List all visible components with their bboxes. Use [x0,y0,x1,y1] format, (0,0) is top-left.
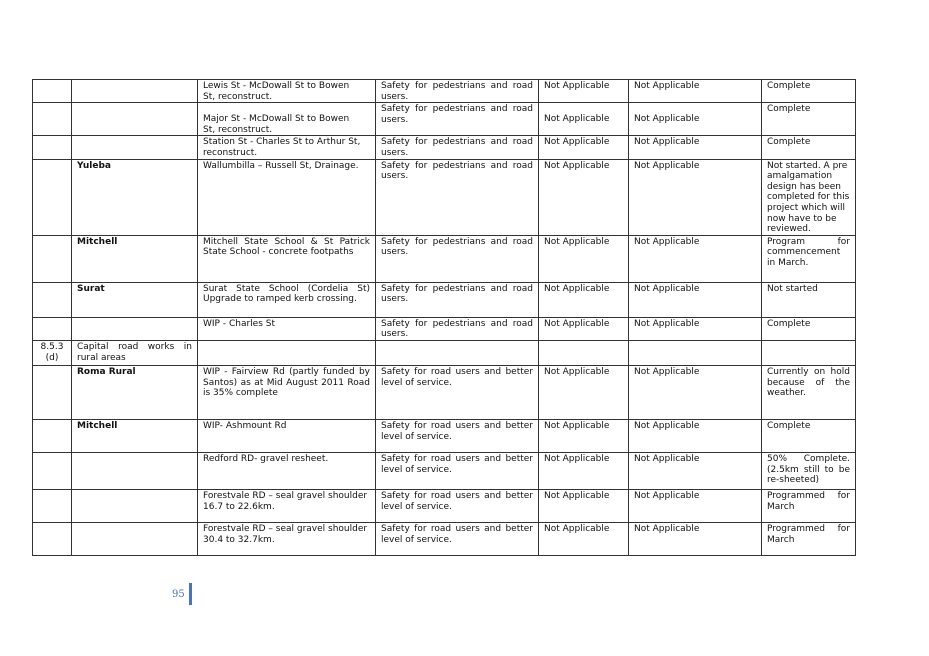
applicability-cell [539,340,629,365]
ref-cell [33,522,72,555]
applicability-cell: Not Applicable [539,317,629,340]
table-row [33,235,856,282]
project-cell: WIP- Ashmount Rd [198,419,376,452]
applicability-cell: Not Applicable [629,419,762,452]
ref-cell [33,452,72,489]
table-row [33,522,856,555]
status-cell: Not started [762,282,856,317]
page-number: 95 [172,589,185,600]
status-cell: Programmed for March [762,522,856,555]
applicability-cell: Not Applicable [539,80,629,103]
project-cell: Station St - Charles St to Arthur St, reconstruct. [198,136,376,159]
table-row [33,282,856,317]
project-cell: WIP - Charles St [198,317,376,340]
ref-cell [33,317,72,340]
project-cell: Wallumbilla – Russell St, Drainage. [198,159,376,235]
area-cell [72,489,198,522]
area-cell [72,522,198,555]
section-title-cell: Capital road works in rural areas [72,340,198,365]
status-cell: Programmed for March [762,489,856,522]
outcome-cell: Safety for road users and better level of service. [376,365,539,419]
outcome-cell: Safety for pedestrians and road users. [376,282,539,317]
table-row [33,489,856,522]
status-cell: Complete [762,419,856,452]
applicability-cell: Not Applicable [629,80,762,103]
status-cell: 50% Complete. (2.5km still to be re-sheeted) [762,452,856,489]
ref-cell [33,489,72,522]
project-cell: Forestvale RD – seal gravel shoulder 16.7 to 22.6km. [198,489,376,522]
ref-cell [33,419,72,452]
table-row [33,317,856,340]
page-number-divider [189,583,192,605]
project-cell: Lewis St - McDowall St to Bowen St, reconstruct. [198,80,376,103]
outcome-cell [376,340,539,365]
ref-cell [33,136,72,159]
applicability-cell: Not Applicable [629,235,762,282]
applicability-cell: Not Applicable [539,103,629,136]
applicability-cell: Not Applicable [539,365,629,419]
outcome-cell: Safety for road users and better level of service. [376,419,539,452]
area-cell [72,317,198,340]
applicability-cell: Not Applicable [629,159,762,235]
status-cell [762,340,856,365]
applicability-cell: Not Applicable [629,103,762,136]
project-cell: Major St - McDowall St to Bowen St, reconstruct. [198,103,376,136]
capital-works-table [32,79,856,556]
area-cell [72,452,198,489]
applicability-cell: Not Applicable [629,452,762,489]
area-cell: Mitchell [72,419,198,452]
applicability-cell: Not Applicable [629,317,762,340]
project-cell: WIP - Fairview Rd (partly funded by Santos) as at Mid August 2011 Road is 35% complete [198,365,376,419]
applicability-cell: Not Applicable [539,159,629,235]
table-row [33,365,856,419]
status-cell: Complete [762,317,856,340]
area-cell: Mitchell [72,235,198,282]
project-cell: Forestvale RD – seal gravel shoulder 30.4 to 32.7km. [198,522,376,555]
area-cell: Yuleba [72,159,198,235]
outcome-cell: Safety for pedestrians and road users. [376,317,539,340]
ref-cell [33,80,72,103]
status-cell: Currently on hold because of the weather. [762,365,856,419]
applicability-cell: Not Applicable [539,136,629,159]
outcome-cell: Safety for pedestrians and road users. [376,159,539,235]
section-row [33,340,856,365]
project-cell: Redford RD- gravel resheet. [198,452,376,489]
status-cell: Complete [762,80,856,103]
area-cell [72,103,198,136]
status-cell: Complete [762,136,856,159]
status-cell: Program for commencement in March. [762,235,856,282]
status-cell: Not started. A pre amalgamation design has been completed for this project which will now have to be reviewed. [762,159,856,235]
ref-cell [33,235,72,282]
project-cell: Surat State School (Cordelia St) Upgrade to ramped kerb crossing. [198,282,376,317]
section-ref-cell: 8.5.3 (d) [33,340,72,365]
table-row [33,80,856,103]
area-cell: Surat [72,282,198,317]
applicability-cell [629,340,762,365]
applicability-cell: Not Applicable [539,282,629,317]
applicability-cell: Not Applicable [539,489,629,522]
outcome-cell: Safety for pedestrians and road users. [376,136,539,159]
applicability-cell: Not Applicable [539,419,629,452]
applicability-cell: Not Applicable [539,235,629,282]
ref-cell [33,365,72,419]
outcome-cell: Safety for road users and better level of service. [376,489,539,522]
outcome-cell: Safety for road users and better level of service. [376,522,539,555]
applicability-cell: Not Applicable [629,522,762,555]
project-cell: Mitchell State School & St Patrick State School - concrete footpaths [198,235,376,282]
applicability-cell: Not Applicable [629,489,762,522]
area-cell [72,136,198,159]
table-row [33,159,856,235]
area-cell [72,80,198,103]
table-row [33,103,856,136]
area-cell: Roma Rural [72,365,198,419]
project-cell [198,340,376,365]
applicability-cell: Not Applicable [539,522,629,555]
outcome-cell: Safety for road users and better level of service. [376,452,539,489]
outcome-cell: Safety for pedestrians and road users. [376,80,539,103]
outcome-cell: Safety for pedestrians and road users. [376,235,539,282]
ref-cell [33,282,72,317]
table-row [33,136,856,159]
applicability-cell: Not Applicable [629,136,762,159]
ref-cell [33,103,72,136]
outcome-cell: Safety for pedestrians and road users. [376,103,539,136]
ref-cell [33,159,72,235]
table-row [33,419,856,452]
table-row [33,452,856,489]
applicability-cell: Not Applicable [629,365,762,419]
status-cell: Complete [762,103,856,136]
applicability-cell: Not Applicable [539,452,629,489]
applicability-cell: Not Applicable [629,282,762,317]
